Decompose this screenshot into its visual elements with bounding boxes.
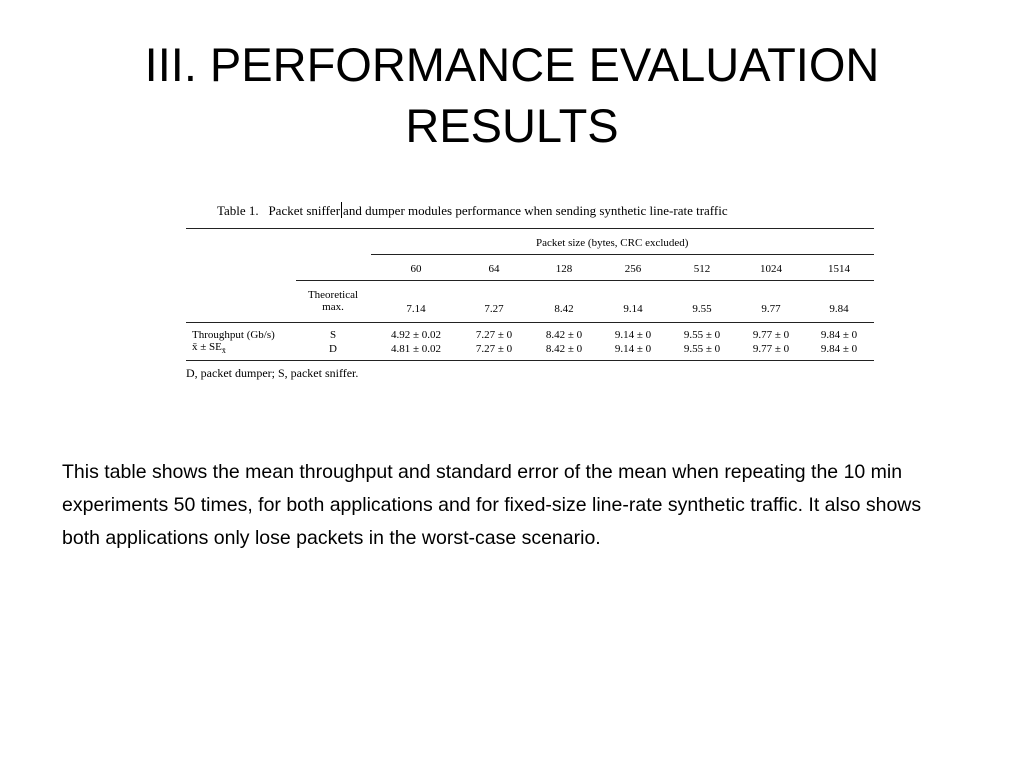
throughput-value: 7.27 ± 0	[475, 343, 513, 355]
table-footnote: D, packet dumper; S, packet sniffer.	[186, 366, 359, 380]
throughput-value: 8.42 ± 0	[545, 329, 583, 341]
throughput-value: 9.77 ± 0	[752, 343, 790, 355]
theoretical-value: 9.55	[692, 303, 712, 315]
table-figure	[186, 198, 874, 384]
throughput-value: 9.55 ± 0	[683, 343, 721, 355]
packet-size-header: 256	[624, 263, 642, 275]
packet-size-header: 64	[488, 263, 500, 275]
throughput-value: 9.84 ± 0	[820, 343, 858, 355]
table-bottom-rule	[186, 360, 874, 361]
group-header: Packet size (bytes, CRC excluded)	[536, 237, 689, 249]
slide-title	[80, 34, 944, 156]
theoretical-label-line-2: max.	[322, 301, 344, 313]
text-cursor	[341, 202, 342, 218]
throughput-value: 9.14 ± 0	[614, 329, 652, 341]
packet-size-header: 60	[410, 263, 422, 275]
table-caption-part-2: and dumper modules performance when sending synthetic line-rate traffic	[343, 203, 728, 218]
throughput-value: 9.84 ± 0	[820, 329, 858, 341]
theoretical-value: 7.14	[406, 303, 426, 315]
theoretical-value: 8.42	[554, 303, 574, 315]
app-label: S	[329, 329, 337, 341]
theoretical-value: 9.84	[829, 303, 849, 315]
throughput-row-label	[192, 329, 275, 357]
app-label: D	[329, 343, 337, 355]
throughput-value: 4.81 ± 0.02	[390, 343, 442, 355]
slide-title-line-2: RESULTS	[405, 99, 619, 152]
throughput-value: 8.42 ± 0	[545, 343, 583, 355]
packet-size-header: 1024	[760, 263, 782, 275]
throughput-value: 4.92 ± 0.02	[390, 329, 442, 341]
theoretical-value: 9.77	[761, 303, 781, 315]
body-rule	[186, 322, 874, 323]
theoretical-value: 9.14	[623, 303, 643, 315]
table-caption	[217, 202, 728, 219]
table-top-rule	[186, 228, 874, 229]
throughput-value: 9.77 ± 0	[752, 329, 790, 341]
slide-title-line-1: III. PERFORMANCE EVALUATION	[144, 38, 880, 91]
packet-size-header: 512	[693, 263, 711, 275]
throughput-label-line-2: x̄ ± $SE_{x̄}$	[192, 341, 226, 356]
theoretical-label-line-1: Theoretical	[307, 289, 359, 301]
table-caption-prefix: Table 1.	[217, 203, 259, 218]
throughput-label-line-1: Throughput (Gb/s)	[192, 329, 275, 341]
header-rule	[296, 280, 874, 281]
throughput-value: 9.14 ± 0	[614, 343, 652, 355]
table-caption-part-1: Packet sniffer	[268, 203, 341, 218]
group-header-rule	[371, 254, 874, 255]
packet-size-header: 1514	[828, 263, 850, 275]
packet-size-header: 128	[555, 263, 573, 275]
throughput-value: 7.27 ± 0	[475, 329, 513, 341]
theoretical-value: 7.27	[484, 303, 504, 315]
description-text: This table shows the mean throughput and standard error of the mean when repeating the 10 min experiments 50 times, for both applications and for fixed-size line-rate synthetic traffic. It also shows both applications only lose packets in the worst-case scenario.	[62, 461, 922, 549]
theoretical-label	[308, 289, 358, 313]
throughput-value: 9.55 ± 0	[683, 329, 721, 341]
